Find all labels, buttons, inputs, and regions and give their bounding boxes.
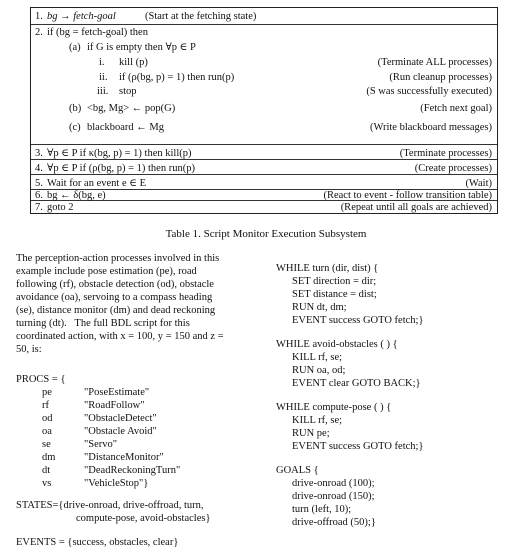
proc-entry	[16, 399, 260, 412]
line-number: 4.	[35, 163, 43, 174]
proc-key: rf	[42, 400, 49, 411]
line-code: Wait for an event e ∈ E	[47, 178, 147, 189]
code-line: EVENT success GOTO fetch;}	[292, 441, 424, 452]
code-line: WHILE avoid-obstacles ( ) {	[276, 339, 398, 350]
algo-line	[35, 85, 497, 98]
code-line: KILL rf, se;	[292, 352, 343, 363]
line-note: (S was successfully executed)	[366, 86, 492, 97]
algo-line	[35, 201, 497, 214]
line-note: (React to event - follow transition table)	[323, 190, 492, 201]
table-caption: Table 1. Script Monitor Execution Subsystem	[165, 228, 367, 240]
algo-line	[35, 10, 497, 23]
line-code: goto 2	[47, 202, 74, 213]
code-line: SET distance = dist;	[292, 289, 377, 300]
line-note: (Fetch next goal)	[420, 103, 492, 114]
right-column	[276, 262, 526, 529]
line-code: ∀p ∈ P if (ρ(bg, p) = 1) then run(p)	[47, 163, 195, 174]
paragraph-line: coordinated action, with x = 100, y = 150 and z =	[16, 331, 224, 342]
proc-value: "DeadReckoningTurn"	[84, 465, 181, 476]
paragraph-line: 50, is:	[16, 344, 42, 355]
line-note: (Start at the fetching state)	[145, 11, 257, 22]
algo-line	[35, 121, 497, 134]
paragraph-line: avoidance (oa), servoing to a compass heading	[16, 292, 213, 303]
algorithm-table	[30, 7, 498, 214]
proc-entry	[16, 412, 260, 425]
line-note: (Run cleanup processes)	[389, 72, 492, 83]
proc-value: "RoadFollow"	[84, 400, 145, 411]
avoid-obstacles-block	[276, 338, 526, 390]
proc-value: "Obstacle Avoid"	[84, 426, 157, 437]
proc-key: oa	[42, 426, 52, 437]
states-line: STATES={drive-onroad, drive-offroad, turn,	[16, 500, 204, 511]
proc-value: "Servo"	[84, 439, 118, 450]
proc-key: pe	[42, 387, 52, 398]
line-code: kill (p)	[119, 57, 148, 68]
proc-value: "PoseEstimate"	[84, 387, 150, 398]
line-number: 1.	[35, 11, 43, 22]
proc-key: dm	[42, 452, 56, 463]
code-line: WHILE compute-pose ( ) {	[276, 402, 392, 413]
line-code: bg ← δ(bg, e)	[47, 190, 106, 201]
line-note: (Terminate ALL processes)	[377, 57, 492, 68]
line-sub: (b)	[69, 103, 82, 114]
line-code: bg → fetch-goal	[47, 11, 116, 22]
algo-line	[35, 71, 497, 84]
line-number: 3.	[35, 148, 43, 159]
line-code: <bg, Mg> ← pop(G)	[87, 103, 176, 114]
line-roman: ii.	[99, 72, 108, 83]
algo-line	[35, 147, 497, 160]
line-sub: (a)	[69, 42, 81, 53]
proc-entry	[16, 464, 260, 477]
line-roman: i.	[99, 57, 105, 68]
code-line: GOALS {	[276, 465, 319, 476]
row-divider	[31, 144, 497, 145]
paragraph-line: turning (dt). The full BDL script for this	[16, 318, 190, 329]
procs-header: PROCS = {	[16, 374, 66, 385]
goals-block	[276, 464, 526, 529]
code-line: drive-onroad (150);	[292, 491, 375, 502]
line-code: if G is empty then ∀p ∈ P	[87, 42, 196, 53]
algo-line	[35, 41, 497, 54]
proc-key: od	[42, 413, 53, 424]
procs-list	[16, 386, 260, 490]
states-line: compute-pose, avoid-obstacles}	[76, 513, 211, 524]
code-line: drive-offroad (50);}	[292, 517, 376, 528]
line-number: 6.	[35, 190, 43, 201]
line-note: (Repeat until all goals are achieved)	[340, 202, 492, 213]
proc-entry	[16, 438, 260, 451]
line-code: stop	[119, 86, 137, 97]
paragraph-line: example include pose estimation (pe), road	[16, 266, 197, 277]
line-note: (Terminate processes)	[399, 148, 492, 159]
proc-key: vs	[42, 478, 52, 489]
line-note: (Create processes)	[414, 163, 492, 174]
code-line: EVENT clear GOTO BACK;}	[292, 378, 421, 389]
events-line: EVENTS = {success, obstacles, clear}	[16, 537, 179, 548]
line-code: if (bg = fetch-goal) then	[47, 27, 148, 38]
code-line: EVENT success GOTO fetch;}	[292, 315, 424, 326]
proc-value: "DistanceMonitor"	[84, 452, 164, 463]
code-line: WHILE turn (dir, dist) {	[276, 263, 379, 274]
line-number: 5.	[35, 178, 43, 189]
algo-line	[35, 56, 497, 69]
line-code: blackboard ← Mg	[87, 122, 164, 133]
code-line: RUN dt, dm;	[292, 302, 347, 313]
paragraph-line: (se), distance monitor (dm) and dead reckoning	[16, 305, 216, 316]
proc-entry	[16, 386, 260, 399]
line-note: (Wait)	[465, 178, 492, 189]
line-note: (Write blackboard messages)	[369, 122, 492, 133]
line-code: ∀p ∈ P if κ(bg, p) = 1) then kill(p)	[47, 148, 192, 159]
compute-pose-block	[276, 401, 526, 453]
proc-key: dt	[42, 465, 51, 476]
code-line: drive-onroad (100);	[292, 478, 375, 489]
code-line: RUN pe;	[292, 428, 330, 439]
code-line: SET direction = dir;	[292, 276, 377, 287]
left-column	[16, 252, 260, 549]
line-code: if (ρ(bg, p) = 1) then run(p)	[119, 72, 235, 83]
row-divider	[31, 24, 497, 25]
body-paragraph	[16, 252, 260, 356]
code-line: turn (left, 10);	[292, 504, 352, 515]
algo-line	[35, 102, 497, 115]
proc-key: se	[42, 439, 51, 450]
algo-line	[35, 26, 497, 39]
line-number: 7.	[35, 202, 43, 213]
proc-entry	[16, 477, 260, 490]
proc-value: "ObstacleDetect"	[84, 413, 157, 424]
line-roman: iii.	[97, 86, 109, 97]
proc-entry	[16, 451, 260, 464]
proc-entry	[16, 425, 260, 438]
paragraph-line: The perception-action processes involved in this	[16, 253, 220, 264]
paragraph-line: following (rf), obstacle detection (od), obstacle	[16, 279, 214, 290]
turn-block	[276, 262, 526, 327]
line-sub: (c)	[69, 122, 81, 133]
proc-value: "VehicleStop"}	[84, 478, 149, 489]
code-line: RUN oa, od;	[292, 365, 346, 376]
algo-line	[35, 162, 497, 175]
code-line: KILL rf, se;	[292, 415, 343, 426]
line-number: 2.	[35, 27, 43, 38]
